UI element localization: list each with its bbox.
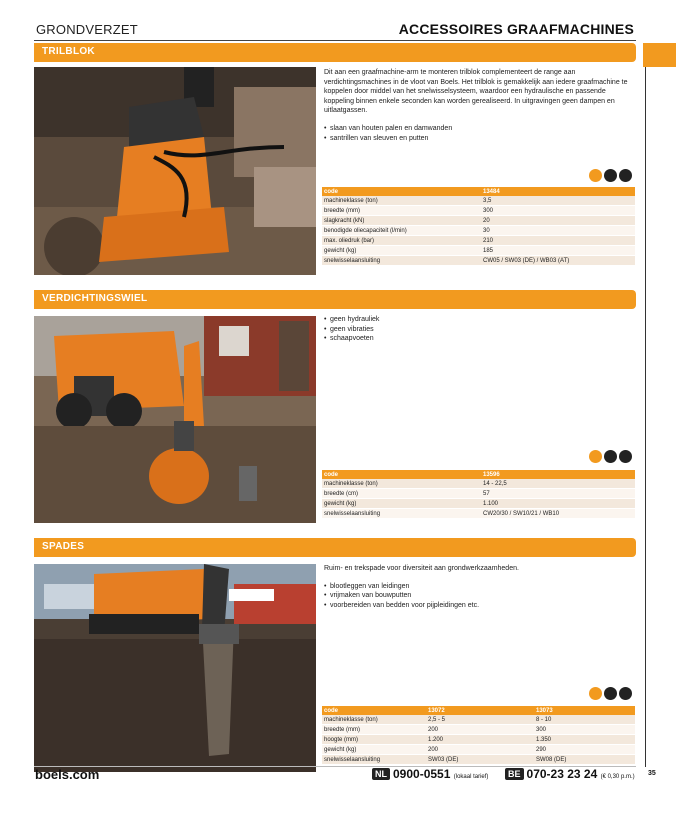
spec-value: 14 - 22,5: [481, 479, 635, 489]
description-text: Dit aan een graafmachine-arm te monteren trilblok complementeert de range aan verdichtingsmachines in de vloot van Boels. Het trilblok is gemakkelijk aan iedere graafmachine te koppelen door middel van het snelwisselsysteem, waardoor een hydraulische en passende koppeling binnen enkele seconden kan worden gerealiseerd. In uitgravingen geen dampen en uitlaatgassen.: [324, 69, 628, 115]
spec-value: 300: [481, 206, 635, 216]
table-row: [322, 216, 635, 226]
column-header: 13484: [481, 187, 635, 196]
table-header-row: [322, 470, 635, 479]
description-trilblok: [324, 68, 632, 143]
spec-label: snelwisselaansluiting: [322, 256, 481, 266]
spec-label: machineklasse (ton): [322, 715, 426, 725]
page-number: 35: [648, 770, 656, 777]
spec-value: 210: [481, 236, 635, 246]
product-photo-spades: [34, 564, 316, 772]
table-row: [322, 479, 635, 489]
list-item: • voorbereiden van bedden voor pijpleidingen etc.: [324, 601, 632, 611]
table-row: [322, 735, 635, 745]
spec-label: gewicht (kg): [322, 499, 481, 509]
table-row: [322, 246, 635, 256]
spec-value: 1.100: [481, 499, 635, 509]
spec-label: hoogte (mm): [322, 735, 426, 745]
spec-value: 290: [534, 745, 635, 755]
section-band-spades: [34, 538, 636, 557]
spec-value: 200: [426, 745, 534, 755]
compaction-icon: [619, 169, 632, 182]
spec-label: breedte (mm): [322, 725, 426, 735]
spec-label: snelwisselaansluiting: [322, 509, 481, 519]
brand-website[interactable]: boels.com: [35, 767, 100, 782]
spec-value: 1.200: [426, 735, 534, 745]
list-item: • geen vibraties: [324, 325, 632, 335]
column-header: code: [322, 706, 426, 715]
table-row: [322, 715, 635, 725]
product-photo-trilblok: [34, 67, 316, 275]
spec-value: 30: [481, 226, 635, 236]
description-text: Ruim- en trekspade voor diversiteit aan grondwerkzaamheden.: [324, 565, 519, 572]
table-header-row: [322, 706, 635, 715]
section-title: SPADES: [42, 541, 85, 552]
bullet-list: [324, 124, 632, 143]
excavator-icon: [589, 450, 602, 463]
section-title: TRILBLOK: [42, 46, 95, 57]
quick-coupler-icon: [604, 169, 617, 182]
table-row: [322, 256, 635, 266]
compaction-icon: [619, 450, 632, 463]
phone-nl[interactable]: [372, 767, 488, 781]
phone-number-be: 070-23 23 24: [526, 767, 598, 781]
table-row: [322, 489, 635, 499]
section-category: GRONDVERZET: [36, 22, 138, 37]
page-title: ACCESSOIRES GRAAFMACHINES: [398, 21, 634, 37]
table-row: [322, 745, 635, 755]
spec-value: 185: [481, 246, 635, 256]
table-row: [322, 725, 635, 735]
phone-number-nl: 0900-0551: [393, 767, 451, 781]
spec-label: max. oliedruk (bar): [322, 236, 481, 246]
table-row: [322, 226, 635, 236]
spec-value: 1.350: [534, 735, 635, 745]
excavator-icon: [589, 169, 602, 182]
spec-value: 57: [481, 489, 635, 499]
spec-value: 300: [534, 725, 635, 735]
table-row: [322, 236, 635, 246]
spec-label: breedte (mm): [322, 206, 481, 216]
list-item: • santrillen van sleuven en putten: [324, 134, 632, 144]
phone-be[interactable]: [505, 767, 635, 781]
table-row: [322, 206, 635, 216]
spec-table-verdichtingswiel: [322, 470, 635, 519]
spec-table-trilblok: [322, 187, 635, 266]
table-row: [322, 196, 635, 206]
spec-value: SW03 (DE): [426, 755, 534, 765]
spec-value: 20: [481, 216, 635, 226]
spec-table-spades: [322, 706, 635, 765]
bullet-list: [324, 315, 632, 344]
country-code-nl: NL: [372, 768, 390, 780]
table-header-row: [322, 187, 635, 196]
spec-value: SW08 (DE): [534, 755, 635, 765]
list-item: • schaapvoeten: [324, 334, 632, 344]
spec-value: CW20/30 / SW10/21 / WB10: [481, 509, 635, 519]
column-header: code: [322, 187, 481, 196]
phone-note-be: (€ 0,30 p.m.): [600, 774, 635, 780]
description-spades: [324, 564, 632, 610]
table-row: [322, 509, 635, 519]
usage-icons: [589, 687, 632, 700]
quick-coupler-icon: [604, 450, 617, 463]
spec-value: 2,5 - 5: [426, 715, 534, 725]
spec-label: slagkracht (kN): [322, 216, 481, 226]
list-item: • slaan van houten palen en damwanden: [324, 124, 632, 134]
spec-label: machineklasse (ton): [322, 196, 481, 206]
phone-note-nl: (lokaal tarief): [453, 774, 489, 780]
spec-label: machineklasse (ton): [322, 479, 481, 489]
section-band-trilblok: [34, 43, 636, 62]
spec-value: 3,5: [481, 196, 635, 206]
section-title: VERDICHTINGSWIEL: [42, 293, 148, 304]
description-verdichtingswiel: [324, 315, 632, 344]
column-header: code: [322, 470, 481, 479]
list-item: • blootleggen van leidingen: [324, 582, 632, 592]
section-band-verdichtingswiel: [34, 290, 636, 309]
spec-value: 200: [426, 725, 534, 735]
header-divider: [34, 40, 636, 41]
product-photo-verdichtingswiel: [34, 316, 316, 523]
column-header: 13596: [481, 470, 635, 479]
table-row: [322, 755, 635, 765]
excavator-icon: [589, 687, 602, 700]
quick-coupler-icon: [604, 687, 617, 700]
spec-value: CW05 / SW03 (DE) / WB03 (AT): [481, 256, 635, 266]
usage-icons: [589, 169, 632, 182]
side-divider: [645, 67, 646, 767]
spec-value: 8 - 10: [534, 715, 635, 725]
country-code-be: BE: [505, 768, 524, 780]
spec-label: gewicht (kg): [322, 745, 426, 755]
spec-label: gewicht (kg): [322, 246, 481, 256]
spec-label: breedte (cm): [322, 489, 481, 499]
bullet-list: [324, 582, 632, 611]
compaction-icon: [619, 687, 632, 700]
usage-icons: [589, 450, 632, 463]
list-item: • geen hydrauliek: [324, 315, 632, 325]
column-header: 13072: [426, 706, 534, 715]
column-header: 13073: [534, 706, 635, 715]
list-item: • vrijmaken van bouwputten: [324, 591, 632, 601]
table-row: [322, 499, 635, 509]
side-tab-marker: [643, 43, 676, 67]
spec-label: snelwisselaansluiting: [322, 755, 426, 765]
spec-label: benodigde oliecapaciteit (l/min): [322, 226, 481, 236]
